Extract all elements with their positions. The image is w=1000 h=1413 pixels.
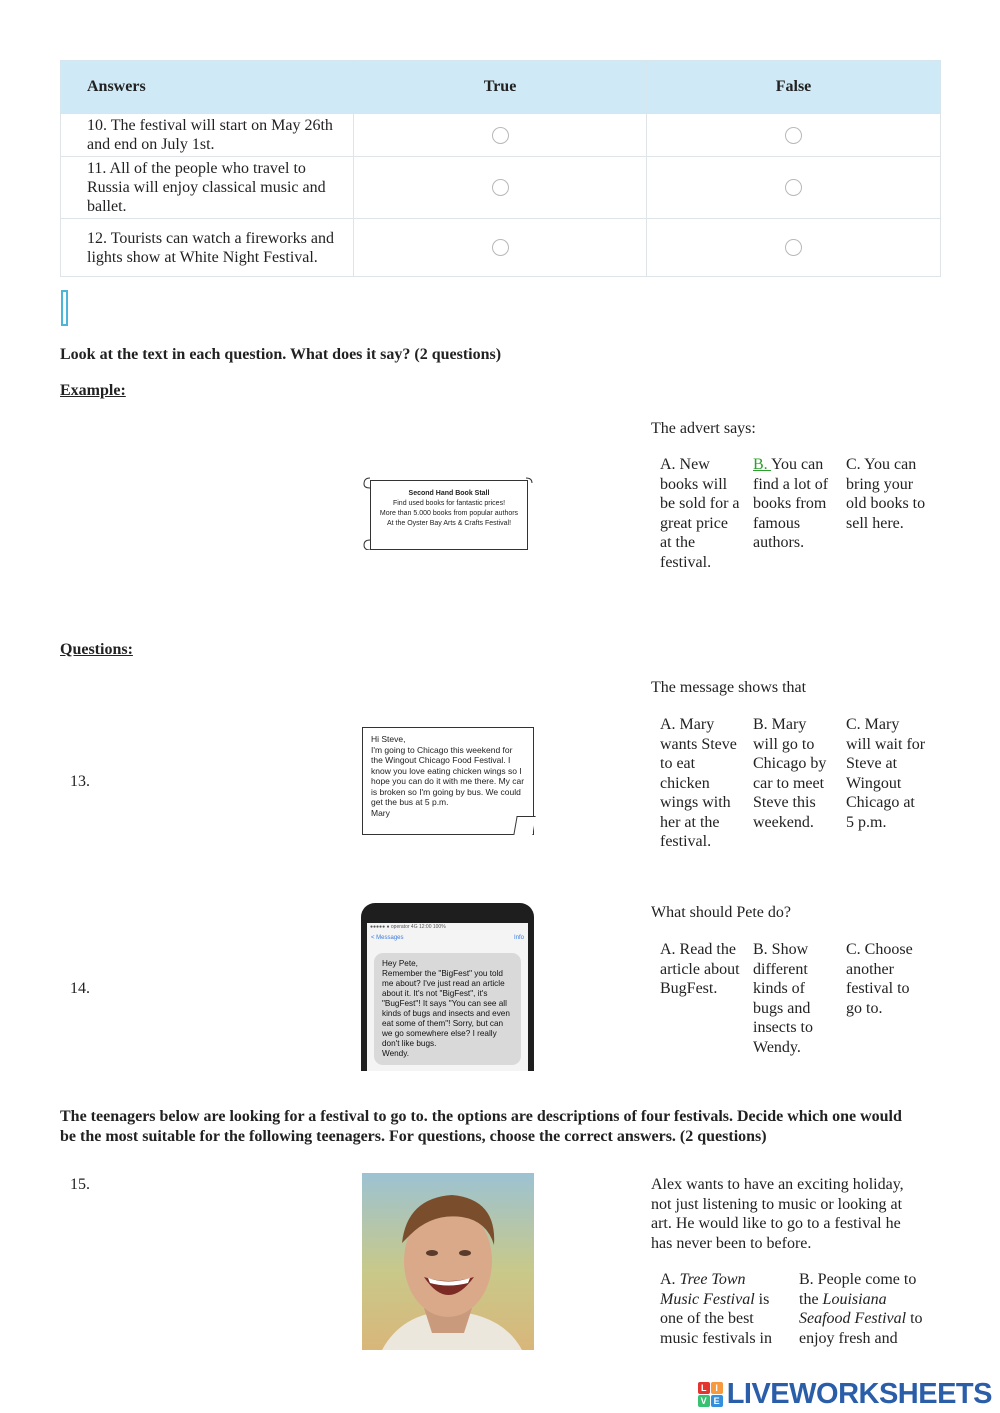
header-false: False xyxy=(647,61,941,114)
q13-option-a[interactable]: A. Mary wants Steve to eat chicken wings with her at the festival. xyxy=(660,716,737,850)
phone-nav-bar xyxy=(367,935,528,947)
question-11-text: 11. All of the people who travel to Russia will enjoy classical music and ballet. xyxy=(61,157,354,219)
example-option-b-text: You can find a lot of books from famous authors. xyxy=(753,456,829,551)
q15-option-a[interactable] xyxy=(660,1270,785,1348)
question-15-number: 15. xyxy=(70,1176,90,1193)
book-stall-advert-scroll xyxy=(362,474,534,550)
example-prompt: The advert says: xyxy=(651,420,756,437)
alex-photo xyxy=(362,1173,534,1350)
q15-option-b-rest: to enjoy fresh and xyxy=(799,1310,923,1347)
logo-mark-letter: I xyxy=(711,1382,723,1394)
liveworksheets-logo xyxy=(698,1377,992,1411)
radio-q12-false[interactable] xyxy=(785,239,802,256)
q14-prompt: What should Pete do? xyxy=(651,904,791,921)
cell-false xyxy=(647,219,941,277)
q15-option-a-prefix: A. xyxy=(660,1271,680,1288)
question-10-text: 10. The festival will start on May 26th and end on July 1st. xyxy=(61,114,354,157)
q15-option-b[interactable] xyxy=(799,1270,926,1348)
radio-q10-true[interactable] xyxy=(492,127,509,144)
advert-line: More than 5.000 books from popular authors xyxy=(379,510,519,517)
smiling-boy-image xyxy=(362,1173,534,1350)
q13-option-c[interactable]: C. Mary will wait for Steve at Wingout Chicago at 5 p.m. xyxy=(846,716,926,831)
q13-option-b[interactable]: B. Mary will go to Chicago by car to meet Steve this weekend. xyxy=(753,716,827,831)
q13-prompt: The message shows that xyxy=(651,679,807,696)
questions-label: Questions: xyxy=(60,641,133,658)
cell-true xyxy=(354,219,647,277)
header-true: True xyxy=(354,61,647,114)
logo-mark-icon xyxy=(698,1382,723,1407)
phone-message-image xyxy=(361,903,534,1071)
example-option-c: C. You can bring your old books to sell here. xyxy=(846,456,926,532)
question-14-number: 14. xyxy=(70,980,90,997)
cell-true xyxy=(354,157,647,219)
page-fold-icon xyxy=(513,816,535,835)
q15-option-a-rest: is one of the best music festivals in xyxy=(660,1290,772,1347)
table-header-row xyxy=(61,61,941,114)
cell-false xyxy=(647,157,941,219)
q15-prompt: Alex wants to have an exciting holiday, not just listening to music or looking at art. He would like to go to a festival he has never been to before. xyxy=(651,1176,904,1252)
example-option-a: A. New books will be sold for a great price at the festival. xyxy=(660,456,740,571)
q14-option-b[interactable]: B. Show different kinds of bugs and insects to Wendy. xyxy=(753,941,813,1056)
mary-note xyxy=(362,727,534,835)
radio-q11-true[interactable] xyxy=(492,179,509,196)
messages-back-link: < Messages xyxy=(371,935,404,941)
question-12-text: 12. Tourists can watch a fireworks and lights show at White Night Festival. xyxy=(61,219,354,277)
table-row xyxy=(61,157,941,219)
section1-instruction: Look at the text in each question. What does it say? (2 questions) xyxy=(60,346,502,363)
q15-option-a-festival: Tree Town Music Festival xyxy=(660,1271,755,1308)
table-row xyxy=(61,114,941,157)
q14-option-c[interactable]: C. Choose another festival to go to. xyxy=(846,941,913,1017)
true-false-table xyxy=(60,60,941,277)
advert-line: Find used books for fantastic prices! xyxy=(392,500,506,507)
q15-option-b-festival: Louisiana Seafood Festival xyxy=(799,1290,907,1327)
cell-true xyxy=(354,114,647,157)
note-text: Hi Steve, I'm going to Chicago this weekend for the Wingout Chicago Food Festival. I know you love eating chicken wings so I hope you can do it with me there. My car is broken so I'm going by bus. We could get the bus at 5 p.m. Mary xyxy=(371,734,525,818)
radio-q10-false[interactable] xyxy=(785,127,802,144)
radio-q12-true[interactable] xyxy=(492,239,509,256)
table-row xyxy=(61,219,941,277)
question-13-number: 13. xyxy=(70,773,90,790)
example-option-b-letter: B. xyxy=(753,456,772,473)
example-option-b xyxy=(753,455,835,553)
advert-line: At the Oyster Bay Arts & Crafts Festival! xyxy=(386,520,512,527)
logo-wordmark: LIVEWORKSHEETS xyxy=(726,1377,992,1410)
phone-status-bar: ●●●●● ● operator 4G 12:00 100% xyxy=(370,924,446,930)
phone-screen xyxy=(367,923,528,1071)
info-link: Info xyxy=(513,935,524,941)
advert-title: Second Hand Book Stall xyxy=(408,490,490,497)
text-cursor-box[interactable] xyxy=(61,290,68,326)
cell-false xyxy=(647,114,941,157)
advert-body xyxy=(370,480,528,550)
radio-q11-false[interactable] xyxy=(785,179,802,196)
header-answers: Answers xyxy=(61,61,354,114)
logo-mark-letter: V xyxy=(698,1395,710,1407)
message-bubble: Hey Pete, Remember the "BigFest" you told me about? I've just read an article about it. It's not "BigFest", it's "BugFest"! It says "You can see all kinds of bugs and insects and even eat some of them"! Sorry, but can we go somewhere else? I really don't like bugs. Wendy. xyxy=(374,953,521,1065)
q14-option-a[interactable]: A. Read the article about BugFest. xyxy=(660,941,740,997)
logo-mark-letter: E xyxy=(711,1395,723,1407)
logo-mark-letter: L xyxy=(698,1382,710,1394)
q15-option-b-prefix: B. People come to the xyxy=(799,1271,917,1308)
section2-instruction: The teenagers below are looking for a festival to go to. the options are descriptions of four festivals. Decide which one would be the most suitable for the following teenagers. For questions, choose the correct answers. (2 questions) xyxy=(60,1108,902,1145)
example-label: Example: xyxy=(60,382,126,399)
